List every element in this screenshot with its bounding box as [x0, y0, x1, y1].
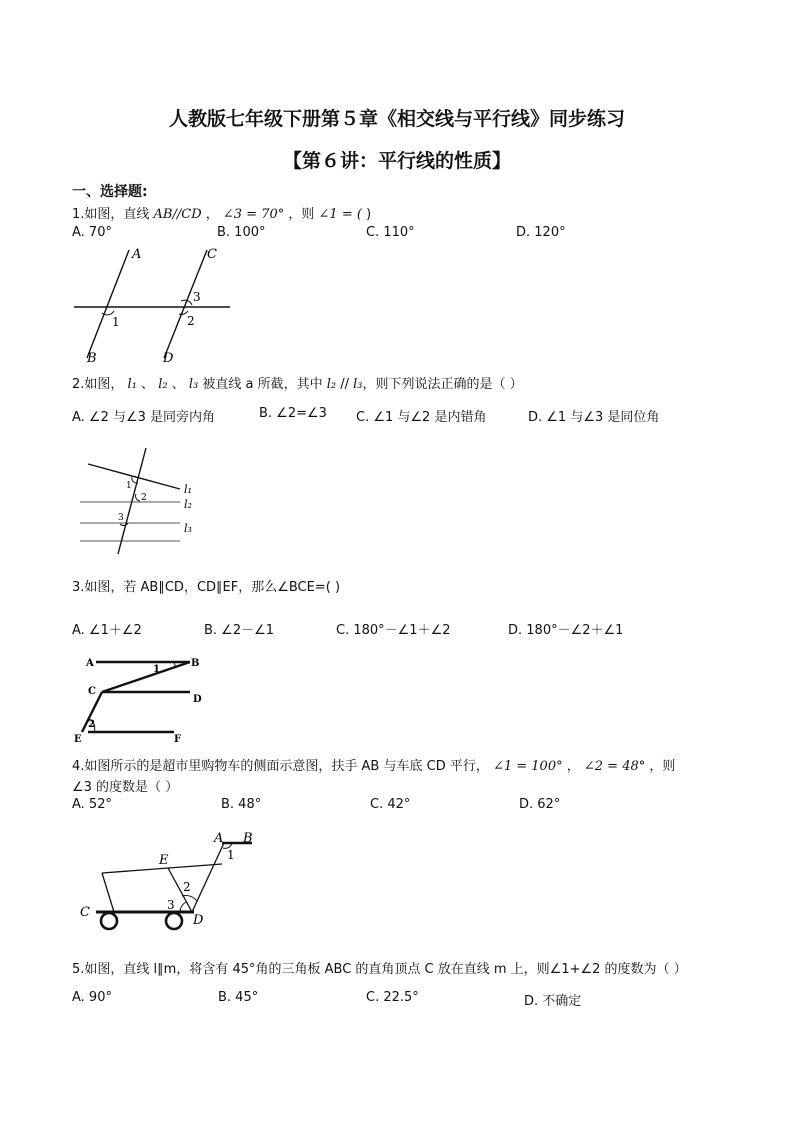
- stem-text: ): [361, 207, 372, 222]
- label-A: A: [214, 831, 224, 846]
- label-C: C: [88, 686, 96, 697]
- q3-option-b[interactable]: B. ∠2－∠1: [204, 623, 275, 638]
- question-1-stem: [72, 203, 371, 222]
- label-D: D: [193, 694, 202, 705]
- question-number: 4.: [72, 759, 85, 774]
- label-l3: l₃: [184, 522, 192, 535]
- q1-option-a[interactable]: A. 70°: [72, 225, 112, 240]
- label-C: C: [80, 905, 90, 920]
- stem-text: ，则: [645, 759, 676, 774]
- stem-text: 如图，直线: [84, 207, 154, 222]
- q4-option-d[interactable]: D. 62°: [519, 797, 561, 812]
- q1-option-c[interactable]: C. 110°: [366, 225, 415, 240]
- angle-label-1: 1: [153, 664, 160, 675]
- stem-math: ∠1 = 100°: [492, 759, 563, 774]
- stem-math: ∠2 = 48°: [583, 759, 646, 774]
- stem-text: 被直线 a 所截，其中: [198, 377, 327, 392]
- label-F: F: [174, 734, 182, 745]
- stem-math: AB//CD: [153, 207, 202, 222]
- figure-q4: [76, 826, 266, 938]
- line-l2: l₂: [158, 377, 168, 392]
- q4-option-b[interactable]: B. 48°: [221, 797, 262, 812]
- q5-option-d[interactable]: D. 不确定: [524, 994, 582, 1009]
- question-2-stem: [72, 373, 523, 392]
- question-number: 1.: [72, 207, 85, 222]
- question-3-stem: [72, 576, 340, 595]
- q4-option-a[interactable]: A. 52°: [72, 797, 112, 812]
- angle-label-1: 1: [112, 315, 120, 329]
- label-D: D: [193, 913, 204, 928]
- label-l1: l₁: [184, 483, 192, 496]
- angle-label-1: 1: [227, 848, 235, 862]
- angle-label-3: 3: [193, 290, 201, 304]
- label-E: E: [159, 853, 169, 868]
- label-E: E: [74, 734, 82, 745]
- line-l3: l₃: [353, 377, 363, 392]
- label-D: D: [163, 351, 174, 366]
- stem-text: 如图所示的是超市里购物车的侧面示意图，扶手 AB 与车底 CD 平行，: [84, 759, 493, 774]
- label-B: B: [243, 831, 253, 846]
- q5-option-b[interactable]: B. 45°: [218, 990, 259, 1005]
- label-l2: l₂: [184, 498, 192, 511]
- stem-text: 如图，若 AB∥CD，CD∥EF，那么∠BCE=( ): [84, 580, 341, 595]
- stem-math: ∠3 = 70°: [222, 207, 285, 222]
- angle-label-3: 3: [167, 898, 175, 912]
- figure-q1: [70, 244, 240, 366]
- q2-option-b[interactable]: B. ∠2=∠3: [259, 406, 327, 421]
- q5-option-c[interactable]: C. 22.5°: [366, 990, 419, 1005]
- stem-text: ，: [562, 759, 584, 774]
- q2-option-d[interactable]: D. ∠1 与∠3 是同位角: [528, 410, 660, 425]
- q3-option-d[interactable]: D. 180°－∠2＋∠1: [508, 623, 624, 638]
- q2-option-a[interactable]: A. ∠2 与∠3 是同旁内角: [72, 410, 216, 425]
- figure-q2: [76, 444, 206, 558]
- stem-math: ∠1 = (: [318, 207, 362, 222]
- q1-option-d[interactable]: D. 120°: [516, 225, 566, 240]
- stem-text: 如图，直线 l∥m，将含有 45°角的三角板 ABC 的直角顶点 C 放在直线 m 上，则∠1+∠2 的度数为（ ）: [84, 962, 687, 977]
- line-l2: l₂: [326, 377, 337, 392]
- stem-text: 、: [136, 377, 159, 392]
- question-number: 2.: [72, 377, 85, 392]
- question-4-stem-line2: ∠3 的度数是（ ）: [72, 780, 179, 795]
- angle-label-2: 2: [88, 719, 95, 730]
- section-heading: 一、选择题:: [72, 184, 148, 200]
- stem-text: 、: [167, 377, 189, 392]
- question-number: 3.: [72, 580, 85, 595]
- question-number: 5.: [72, 962, 85, 977]
- stem-text: ，: [201, 207, 223, 222]
- angle-label-1: 1: [126, 481, 132, 491]
- page-title: 人教版七年级下册第５章《相交线与平行线》同步练习: [168, 108, 625, 130]
- stem-text: ，则下列说法正确的是（ ）: [362, 377, 523, 392]
- q2-option-c[interactable]: C. ∠1 与∠2 是内错角: [356, 410, 487, 425]
- angle-label-2: 2: [141, 493, 147, 503]
- label-B: B: [87, 351, 97, 366]
- question-4-stem-line1: [72, 755, 675, 774]
- angle-label-3: 3: [118, 513, 124, 523]
- page-subtitle: 【第６讲：平行线的性质】: [282, 150, 511, 172]
- label-B: B: [191, 658, 200, 669]
- line-l3: l₃: [188, 377, 199, 392]
- q1-option-b[interactable]: B. 100°: [217, 225, 266, 240]
- stem-text: ，则: [284, 207, 319, 222]
- question-5-stem: [72, 958, 687, 977]
- line-l1: l₁: [127, 377, 137, 392]
- angle-label-2: 2: [187, 314, 195, 328]
- figure-q3: [74, 650, 214, 746]
- q3-option-a[interactable]: A. ∠1＋∠2: [72, 623, 142, 638]
- parallel-symbol: //: [336, 377, 354, 392]
- label-C: C: [207, 247, 217, 262]
- label-A: A: [86, 658, 94, 669]
- q4-option-c[interactable]: C. 42°: [370, 797, 411, 812]
- angle-label-2: 2: [183, 880, 191, 894]
- stem-text: 如图，: [84, 377, 128, 392]
- q5-option-a[interactable]: A. 90°: [72, 990, 112, 1005]
- label-A: A: [132, 247, 142, 262]
- q3-option-c[interactable]: C. 180°－∠1＋∠2: [336, 623, 451, 638]
